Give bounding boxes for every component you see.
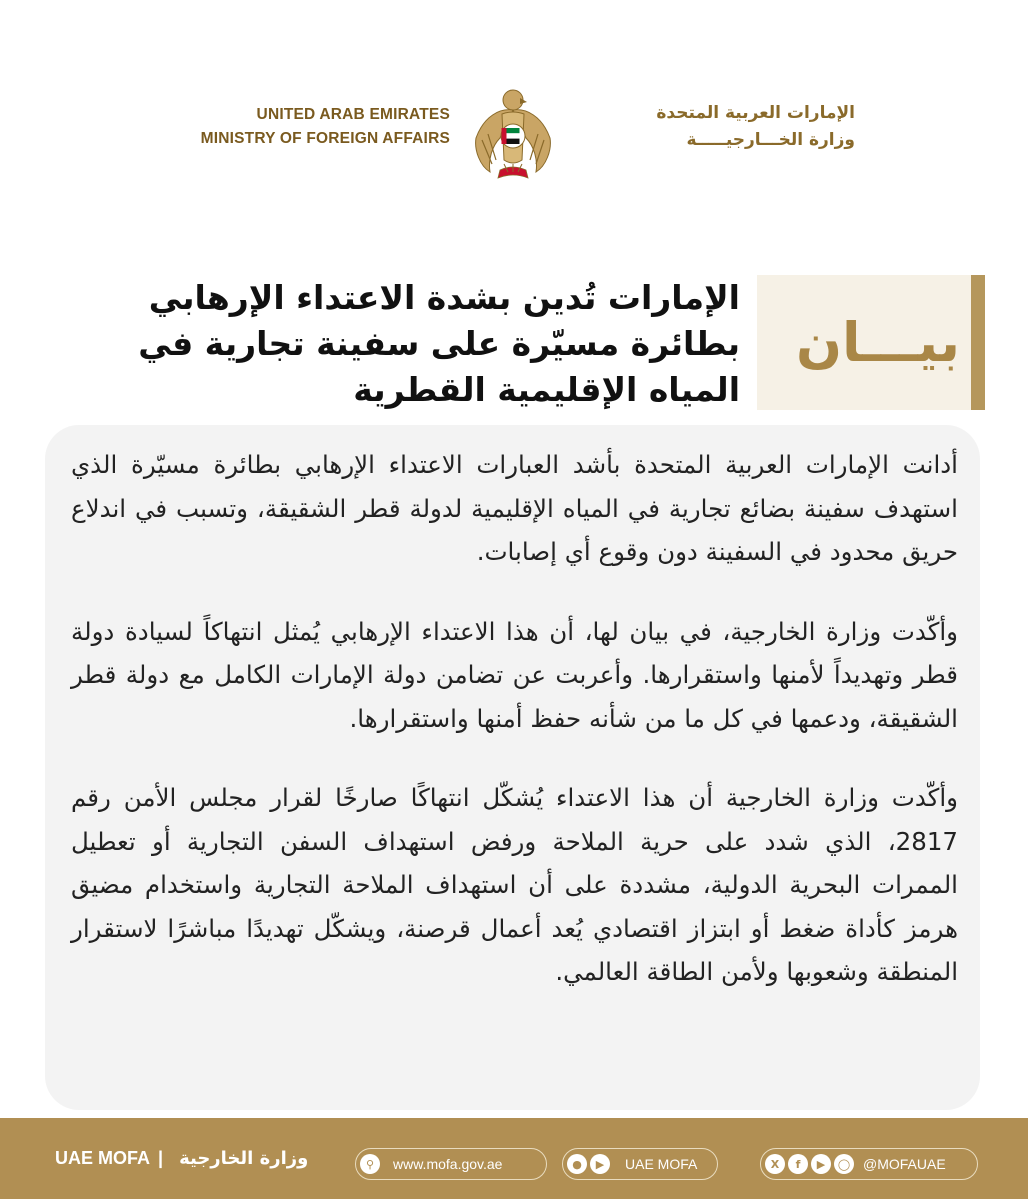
statement-body <box>45 425 980 1110</box>
header-english <box>150 103 450 151</box>
footer-brand <box>55 1118 308 1199</box>
header-ar-line1: الإمارات العربية المتحدة <box>656 103 855 123</box>
website-url: www.mofa.gov.ae <box>393 1156 503 1172</box>
footer <box>0 1118 1028 1199</box>
paragraph-1: أدانت الإمارات العربية المتحدة بأشد العبارات الاعتداء الإرهابي بطائرة مسيّرة الذي استهدف سفينة بضائع تجارية في المياه الإقليمية لدولة قطر الشقيقة، وتسبب في اندلاع حريق محدود في السفينة دون وقوع أي إصابات. <box>71 450 958 566</box>
header-en-line1: UNITED ARAB EMIRATES <box>256 106 450 123</box>
search-icon: ⚲ <box>360 1154 380 1174</box>
social-links[interactable] <box>760 1148 978 1180</box>
play-store-icon: ▶ <box>590 1154 610 1174</box>
footer-brand-ar: وزارة الخارجية <box>179 1148 309 1169</box>
header-arabic <box>575 100 855 154</box>
header <box>0 0 1028 230</box>
header-en-line2: MINISTRY OF FOREIGN AFFAIRS <box>200 130 450 147</box>
apps-link[interactable] <box>562 1148 718 1180</box>
footer-brand-en: UAE MOFA <box>55 1148 151 1168</box>
youtube-icon[interactable]: ▶ <box>811 1154 831 1174</box>
statement-title-block <box>40 275 985 410</box>
apps-label: UAE MOFA <box>625 1156 698 1172</box>
instagram-icon[interactable]: ◯ <box>834 1154 854 1174</box>
statement-title: الإمارات تُدين بشدة الاعتداء الإرهابي بطائرة مسيّرة على سفينة تجارية في المياه الإقليمية القطرية <box>138 278 740 409</box>
statement-label: بيـــان <box>795 311 961 374</box>
website-link[interactable] <box>355 1148 547 1180</box>
header-ar-line2: وزارة الخـــارجيـــــة <box>686 130 855 150</box>
paragraph-3: وأكّدت وزارة الخارجية أن هذا الاعتداء يُشكّل انتهاكًا صارخًا لقرار مجلس الأمن رقم 2817، الذي شدد على حرية الملاحة ورفض استهداف السفن التجارية أو تعطيل الممرات البحرية الدولية، مشددة على أن استهداف الملاحة التجارية واستخدام مضيق هرمز كأداة ضغط أو ابتزاز اقتصادي يُعد أعمال قرصنة، ويشكّل تهديدًا مباشرًا لاستقرار المنطقة وشعوبها ولأمن الطاقة العالمي. <box>71 783 958 986</box>
footer-separator: | <box>158 1148 164 1168</box>
social-handle: @MOFAUAE <box>863 1156 946 1172</box>
apple-icon: ● <box>567 1154 587 1174</box>
x-icon[interactable]: X <box>765 1154 785 1174</box>
falcon-emblem-icon <box>470 80 556 186</box>
paragraph-2: وأكّدت وزارة الخارجية، في بيان لها، أن هذا الاعتداء الإرهابي يُمثل انتهاكاً لسيادة دولة قطر وتهديداً لأمنها واستقرارها. وأعربت عن تضامن دولة الإمارات الكامل مع دولة قطر الشقيقة، ودعمها في كل ما من شأنه حفظ أمنها واستقرارها. <box>71 616 958 733</box>
facebook-icon[interactable]: f <box>788 1154 808 1174</box>
